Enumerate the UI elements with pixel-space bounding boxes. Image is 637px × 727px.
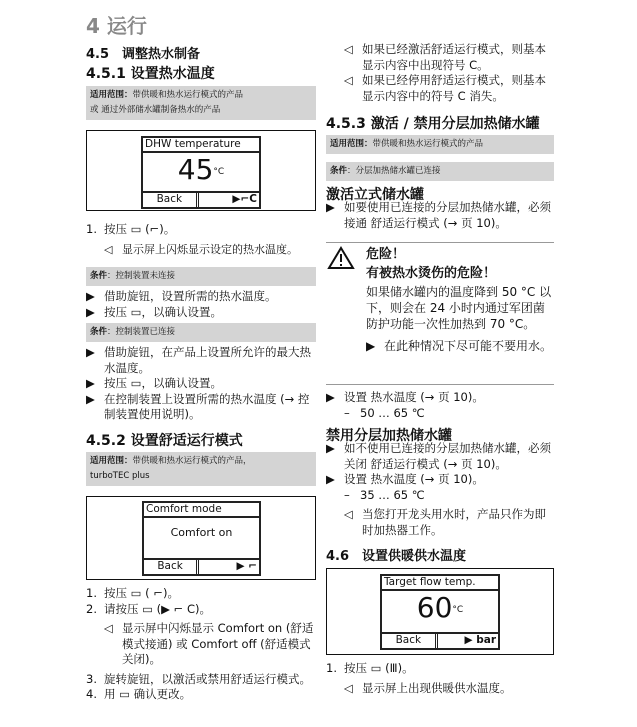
warning-subtitle: 有被热水烫伤的危险！ xyxy=(366,266,497,281)
lcd-title: Comfort mode xyxy=(144,503,259,518)
condition-bar: 条件：控制装置已连接 xyxy=(86,323,316,342)
heading-4-6: 4.6 设置供暖供水温度 xyxy=(326,549,467,564)
condition-bar: 条件：分层加热储水罐已连接 xyxy=(326,162,554,181)
warning-text: 如果储水罐内的温度降到 50 °C 以下，则会在 24 小时内通过军团菌防护功能一次性加热到 70 °C。 xyxy=(366,285,552,331)
scope-box: 适用范围：带供暖和热水运行模式的产品， turboTEC plus xyxy=(86,452,316,486)
result-icon: ◁ xyxy=(104,242,113,256)
warning-content: 危险！ 有被热水烫伤的危险！ 如果储水罐内的温度降到 50 °C 以下，则会在 24 小时内通过军团菌防护功能一次性加热到 70 °C。 ▶ 在此种情况下尽可能不要用水。 xyxy=(366,243,556,354)
bullet-list: ▶ 借助旋钮，设置所需的热水温度。 ▶ 按压 ▭，以确认设置。 xyxy=(86,289,277,319)
bullet-icon: ▶ xyxy=(86,376,95,390)
display-figure-dhw xyxy=(86,130,316,211)
lcd-screen xyxy=(142,501,261,576)
display-figure-comfort xyxy=(86,496,316,580)
subheading-deactivate: 禁用分层加热储水罐 xyxy=(326,428,452,444)
warning-title: 危险！ xyxy=(366,247,406,262)
scope-text: 带供暖和热水运行模式的产品 xyxy=(132,90,244,100)
display-figure-flow xyxy=(326,568,554,655)
scope-label: 适用范围： xyxy=(90,90,133,100)
lcd-right-icons: ▶ ⌐ xyxy=(236,560,257,572)
bullet-list: ▶ 设置 热水温度 (→ 页 10)。 – 50 … 65 ℃ xyxy=(326,390,484,420)
bullet-list: ▶ 借助旋钮，在产品上设置所允许的最大热水温度。 ▶ 按压 ▭，以确认设置。 ▶ 在控制装置上设置所需的热水温度 (→ 控制装置使用说明)。 xyxy=(86,345,311,421)
bullet-icon: ▶ xyxy=(86,391,95,406)
scope-box: 适用范围：带供暖和热水运行模式的产品 xyxy=(326,135,554,154)
scope-text: 或 通过外部储水罐制备热水的产品 xyxy=(90,105,221,115)
lcd-back: Back xyxy=(143,193,199,207)
lcd-screen xyxy=(141,136,261,209)
subheading-activate: 激活立式储水罐 xyxy=(326,187,424,203)
lcd-text: Comfort on xyxy=(170,526,233,539)
step-list: 1. 按压 ▭ (Ⅲ)。 ◁ 显示屏上出现供暖供水温度。 xyxy=(326,661,512,695)
lcd-back: Back xyxy=(144,560,199,574)
divider xyxy=(326,384,554,385)
lcd-right-icons: ▶⌐C xyxy=(232,193,257,205)
step-list: 1. 按压 ▭ ( ⌐)。 2. 请按压 ▭ (▶ ⌐ C)。 ◁ 显示屏中闪烁显示 Comfort on (舒适模式接通) 或 Comfort off (舒适模式关闭)。 3. 旋转旋钮，以激活或禁用舒适运行模式。 4. 用 ▭ 确认更改。 xyxy=(86,586,314,701)
lcd-title: DHW temperature xyxy=(143,138,259,153)
bullet-list: ▶ 如不使用已连接的分层加热储水罐，必须关闭 舒适运行模式 (→ 页 10)。 ▶ 设置 热水温度 (→ 页 10)。 – 35 … 65 ℃ ◁ 当您打开龙头用水时，产品只作为即时加热器工作。 xyxy=(326,441,551,537)
step-list: 1. 按压 ▭ (⌐)。 ◁ 显示屏上闪烁显示设定的热水温度。 xyxy=(86,222,298,256)
chapter-title: 4 运行 xyxy=(86,14,147,38)
heading-4-5-1: 4.5.1 设置热水温度 xyxy=(86,66,215,82)
scope-box xyxy=(86,86,316,120)
lcd-screen: Target flow temp. $60^{^\circ C}$ Back ▶ bar xyxy=(380,574,500,650)
result-icon: ◁ xyxy=(104,621,113,635)
lcd-value: $45^{^\circ C}$ xyxy=(177,153,225,186)
heading-4-5-2: 4.5.2 设置舒适运行模式 xyxy=(86,433,243,449)
condition-bar: 条件：控制装置未连接 xyxy=(86,267,316,286)
heading-4-5-3: 4.5.3 激活 / 禁用分层加热储水罐 xyxy=(326,116,540,132)
result-list: ◁ 如果已经激活舒适运行模式，则基本显示内容中出现符号 C。 ◁ 如果已经停用舒适运行模式，则基本显示内容中的符号 C 消失。 xyxy=(344,42,546,103)
bullet-icon: ▶ xyxy=(86,345,95,359)
lcd-title: Target flow temp. xyxy=(382,576,498,591)
bullet-icon: ▶ xyxy=(86,289,95,303)
warning-triangle-icon xyxy=(327,246,355,274)
bullet-list: ▶ 如要使用已连接的分层加热储水罐，必须接通 舒适运行模式 (→ 页 10)。 xyxy=(326,200,551,230)
bullet-icon: ▶ xyxy=(86,304,95,319)
heading-4-5: 4.5 调整热水制备 xyxy=(86,47,201,62)
